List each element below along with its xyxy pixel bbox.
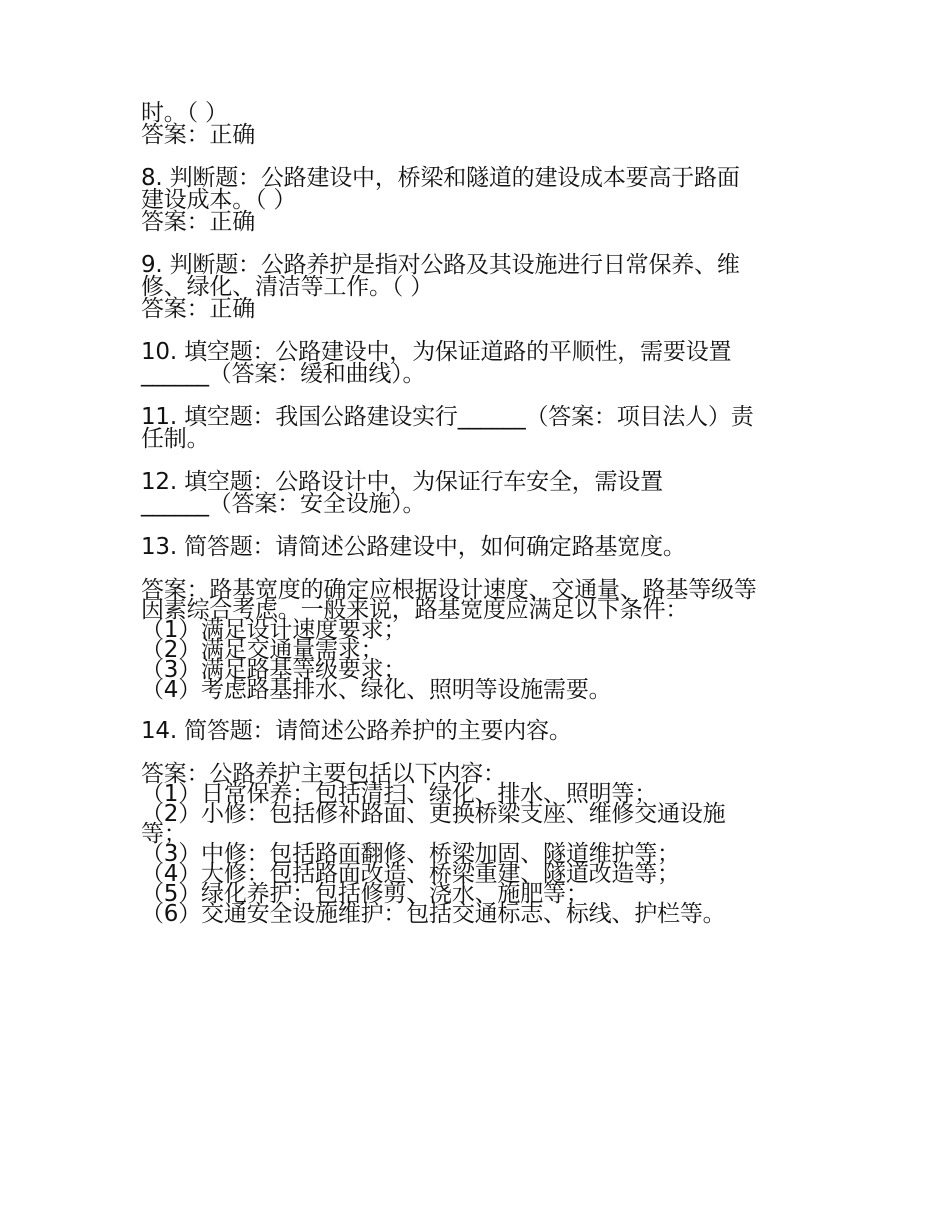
question-9-answer: 答案：正确	[141, 296, 256, 322]
question-14-answer-line: （1）日常保养：包括清扫、绿化、排水、照明等；	[141, 781, 658, 807]
question-14-answer-line: （3）中修：包括路面翻修、桥梁加固、隧道维护等；	[141, 841, 680, 867]
question-10-line-2: ______（答案：缓和曲线）。	[141, 361, 426, 387]
question-10	[141, 339, 831, 388]
question-12-line-1: 12. 填空题：公路设计中，为保证行车安全，需设置	[141, 469, 663, 495]
question-14-answer-line: 等；	[141, 821, 187, 847]
question-13-answer-line: （3）满足路基等级要求；	[141, 657, 407, 683]
question-14-answer-line: （6）交通安全设施维护：包括交通标志、标线、护栏等。	[141, 901, 726, 927]
question-8-answer: 答案：正确	[141, 209, 256, 235]
question-8	[141, 165, 831, 236]
question-8-line-2: 建设成本。（ ）	[141, 187, 297, 213]
question-11	[141, 404, 831, 453]
question-7-text: 时。（ ）	[141, 100, 228, 126]
document-page	[141, 100, 831, 927]
question-13-text: 13. 简答题：请简述公路建设中，如何确定路基宽度。	[141, 534, 686, 560]
question-9-line-1: 9. 判断题：公路养护是指对公路及其设施进行日常保养、维	[141, 252, 740, 278]
question-14-answer-line: （2）小修：包括修补路面、更换桥梁支座、维修交通设施	[141, 801, 726, 827]
question-9	[141, 252, 831, 323]
question-13	[141, 534, 831, 703]
question-14-answer-line: 答案：公路养护主要包括以下内容：	[141, 761, 506, 787]
question-13-answer-line: （1）满足设计速度要求；	[141, 617, 407, 643]
question-11-line-1: 11. 填空题：我国公路建设实行______（答案：项目法人）责	[141, 404, 754, 430]
question-14	[141, 718, 831, 927]
question-12	[141, 469, 831, 518]
question-8-line-1: 8. 判断题：公路建设中，桥梁和隧道的建设成本要高于路面	[141, 165, 740, 191]
question-13-answer-line: （2）满足交通量需求；	[141, 637, 384, 663]
question-13-answer-line: （4）考虑路基排水、绿化、照明等设施需要。	[141, 677, 612, 703]
question-14-answer-line: （5）绿化养护：包括修剪、浇水、施肥等；	[141, 881, 589, 907]
question-13-answer-line: 答案：路基宽度的确定应根据设计速度、交通量、路基等级等	[141, 577, 757, 603]
question-7-answer: 答案：正确	[141, 122, 256, 148]
question-7-tail	[141, 100, 831, 149]
question-12-line-2: ______（答案：安全设施）。	[141, 491, 426, 517]
question-9-line-2: 修、绿化、清洁等工作。（ ）	[141, 274, 434, 300]
question-10-line-1: 10. 填空题：公路建设中，为保证道路的平顺性，需要设置	[141, 339, 732, 365]
question-13-answer-line: 因素综合考虑。一般来说，路基宽度应满足以下条件：	[141, 597, 689, 623]
question-11-line-2: 任制。	[141, 426, 210, 452]
question-14-text: 14. 简答题：请简述公路养护的主要内容。	[141, 718, 572, 744]
question-14-answer-line: （4）大修：包括路面改造、桥梁重建、隧道改造等；	[141, 861, 680, 887]
